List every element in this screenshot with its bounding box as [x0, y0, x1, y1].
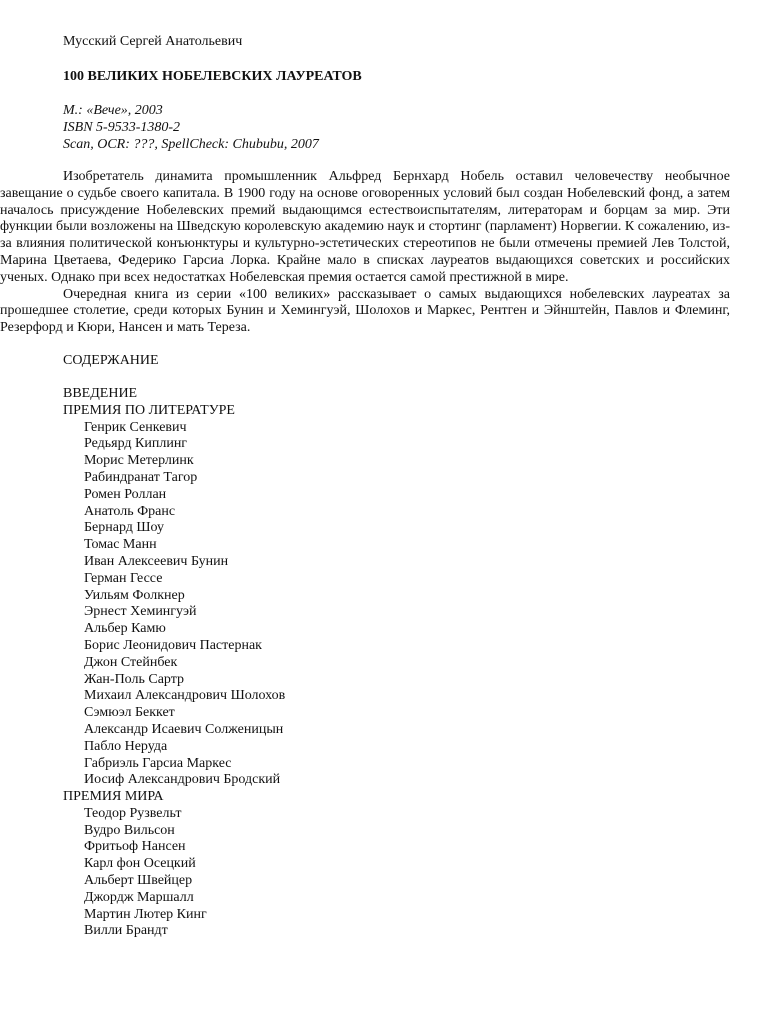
- toc-item[interactable]: Генрик Сенкевич: [84, 419, 187, 435]
- toc-item[interactable]: Герман Гессе: [84, 570, 163, 586]
- toc-item[interactable]: Уильям Фолкнер: [84, 587, 185, 603]
- toc-section-peace-items: [63, 806, 730, 940]
- annotation: [0, 169, 730, 337]
- toc-item[interactable]: Иосиф Александрович Бродский: [84, 772, 281, 788]
- toc-section-peace[interactable]: ПРЕМИЯ МИРА: [63, 789, 164, 805]
- toc-item[interactable]: Рабиндранат Тагор: [84, 469, 198, 485]
- scan-credits-line: Scan, OCR: ???, SpellCheck: Chububu, 2007: [63, 137, 319, 152]
- toc-item[interactable]: Томас Манн: [84, 537, 157, 553]
- toc-item[interactable]: Джон Стейнбек: [84, 654, 178, 670]
- toc-item[interactable]: Габриэль Гарсиа Маркес: [84, 755, 232, 771]
- toc-intro[interactable]: ВВЕДЕНИЕ: [63, 385, 138, 401]
- publisher-line: М.: «Вече», 2003: [63, 103, 163, 118]
- toc-item[interactable]: Джордж Маршалл: [84, 889, 194, 905]
- toc-item[interactable]: Вудро Вильсон: [84, 822, 175, 838]
- toc-item[interactable]: Жан-Поль Сартр: [84, 671, 185, 687]
- book-title: 100 ВЕЛИКИХ НОБЕЛЕВСКИХ ЛАУРЕАТОВ: [63, 69, 362, 84]
- publication-info: [63, 102, 730, 153]
- toc-item[interactable]: Редьярд Киплинг: [84, 436, 188, 452]
- toc-item[interactable]: Морис Метерлинк: [84, 453, 194, 469]
- toc-item[interactable]: Альберт Швейцер: [84, 873, 193, 889]
- toc-heading: СОДЕРЖАНИЕ: [63, 352, 159, 368]
- toc-item[interactable]: Карл фон Осецкий: [84, 856, 196, 872]
- annotation-paragraph: Очередная книга из серии «100 великих» рассказывает о самых выдающихся нобелевских лауреатах за прошедшее столетие, среди которых Бунин и Хемингуэй, Шолохов и Маркес, Рентген и Эйнштейн, Павлов и Флеминг, Резерфорд и Кюри, Нансен и мать Тереза.: [0, 286, 730, 336]
- toc-item[interactable]: Мартин Лютер Кинг: [84, 906, 207, 922]
- toc-section-literature[interactable]: ПРЕМИЯ ПО ЛИТЕРАТУРЕ: [63, 402, 235, 418]
- toc-item[interactable]: Анатоль Франс: [84, 503, 176, 519]
- toc-item[interactable]: Ромен Роллан: [84, 486, 167, 502]
- toc-item[interactable]: Вилли Брандт: [84, 923, 168, 939]
- isbn-line: ISBN 5-9533-1380-2: [63, 120, 181, 135]
- toc-item[interactable]: Альбер Камю: [84, 621, 166, 637]
- toc-item[interactable]: Михаил Александрович Шолохов: [84, 688, 286, 704]
- toc-section-literature-items: [63, 420, 730, 790]
- toc-item[interactable]: Борис Леонидович Пастернак: [84, 637, 262, 653]
- toc-item[interactable]: Сэмюэл Беккет: [84, 705, 175, 721]
- toc-item[interactable]: Теодор Рузвельт: [84, 805, 182, 821]
- table-of-contents: [63, 386, 730, 940]
- toc-item[interactable]: Иван Алексеевич Бунин: [84, 553, 229, 569]
- toc-item[interactable]: Пабло Неруда: [84, 738, 168, 754]
- annotation-paragraph: Изобретатель динамита промышленник Альфред Бернхард Нобель оставил человечеству необычное завещание о судьбе своего капитала. В 1900 году на основе оговоренных условий был создан Нобелевский фонд, а затем началось присуждение Нобелевских премий выдающимся естествоиспытателям, литераторам и борцам за мир. Эти функции были возложены на Шведскую королевскую академию наук и стортинг (парламент) Норвегии. К сожалению, из-за влияния политической конъюнктуры и культурно-эстетических стереотипов не были отмечены премией Лев Толстой, Марина Цветаева, Федерико Гарсиа Лорка. Крайне мало в списках лауреатов выдающихся советских и российских ученых. Однако при всех недостатках Нобелевская премия остается самой престижной в мире.: [0, 169, 730, 285]
- toc-item[interactable]: Александр Исаевич Солженицын: [84, 721, 284, 737]
- document-page: [0, 33, 730, 940]
- toc-item[interactable]: Фритьоф Нансен: [84, 839, 186, 855]
- toc-item[interactable]: Бернард Шоу: [84, 520, 164, 536]
- toc-item[interactable]: Эрнест Хемингуэй: [84, 604, 197, 620]
- author-name: Мусский Сергей Анатольевич: [63, 34, 243, 49]
